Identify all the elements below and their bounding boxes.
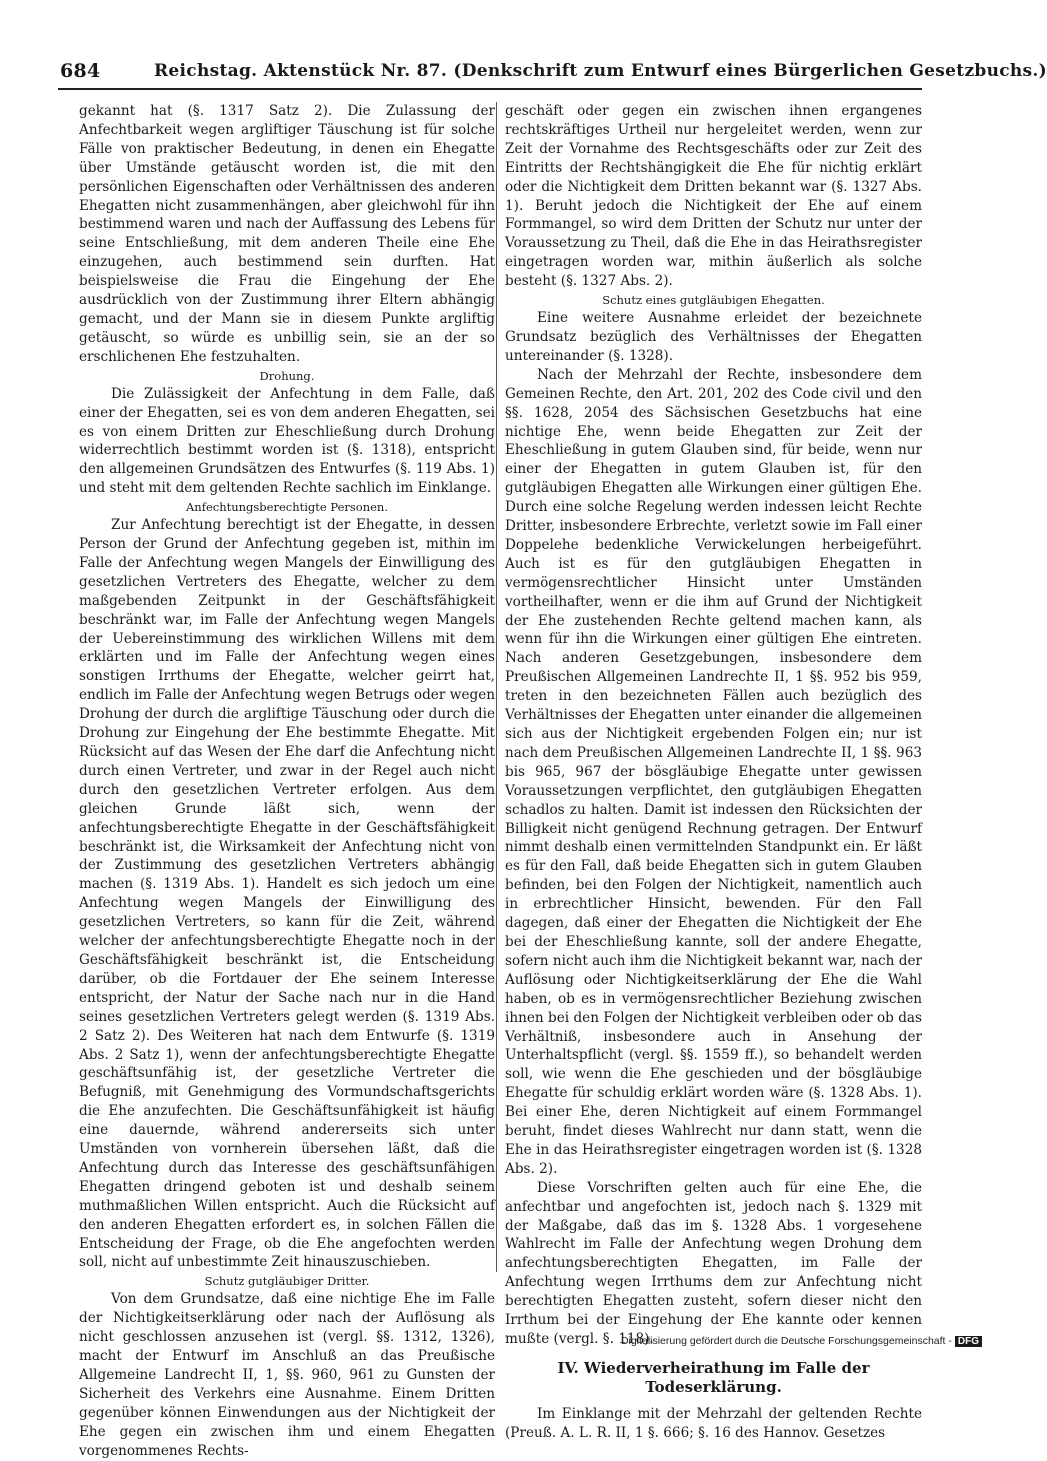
paragraph: Eine weitere Ausnahme erleidet der bezeichnete Grundsatz bezüglich des Verhältnisses der Ehegatten untereinander (§. 1328).: [505, 310, 922, 364]
paragraph: Die Zulässigkeit der Anfechtung in dem Falle, daß einer der Ehegatten, sei es von dem anderen Ehegatten, sei es von einem Dritten zur Eheschließung durch Drohung widerrechtlich bestimmt worden ist (§. 1318), entspricht den allgemeinen Grundsätzen des Entwurfes (§. 119 Abs. 1) und steht mit dem geltenden Rechte sachlich im Einklange.: [79, 385, 495, 497]
paragraph: geschäft oder gegen ein zwischen ihnen ergangenes rechtskräftiges Urtheil nur hergeleitet werden, wenn zur Zeit der Vornahme des Rechtsgeschäfts oder zur Zeit des Eintritts der Rechtshängigkeit die Ehe für nichtig erklärt oder die Nichtigkeit dem Dritten bekannt war (§. 1327 Abs. 1). Beruht jedoch die Nichtigkeit der Ehe auf einem Formmangel, so wird dem Dritten der Schutz nur unter der Voraussetzung zu Theil, daß die Ehe in das Heirathsregister eingetragen worden war, mithin äußerlich als solche besteht (§. 1327 Abs. 2).: [505, 103, 922, 290]
paragraph: Von dem Grundsatze, daß eine nichtige Ehe im Falle der Nichtigkeitserklärung oder nach der Auflösung als nicht geschlossen anzusehen ist (vergl. §§. 1312, 1326), macht der Entwurf im Anschluß an das Preußische Allgemeine Landrecht II, 1, §§. 960, 961 zu Gunsten der Sicherheit des Verkehrs eine Ausnahme. Einem Dritten gegenüber können Einwendungen aus der Nichtigkeit der Ehe gegen ein zwischen ihm und einem Ehegatten vorgenommenes Rechts-: [79, 1291, 495, 1459]
page-number: 684: [60, 60, 101, 82]
side-heading-drohung: Drohung.: [259, 368, 315, 383]
left-column: [79, 102, 495, 1459]
paragraph: Diese Vorschriften gelten auch für eine Ehe, die anfechtbar und angefochten ist, jedoch nach §. 1329 mit der Maßgabe, daß das im §. 1328 Abs. 1 vorgesehene Wahlrecht im Falle der Anfechtung wegen Drohung dem anfechtungsberechtigten Ehegatten, im Falle der Anfechtung wegen Irrthums dem zur Anfechtung nicht berechtigten Ehegatten zusteht, sofern dieser nicht den Irrthum bei der Eingehung der Ehe kannte oder kennen mußte (vergl. §. 118).: [505, 1179, 922, 1347]
side-heading-schutz-dritter: Schutz gutgläubiger Dritter.: [204, 1274, 370, 1289]
section-heading: IV. Wiederverheirathung im Falle der Todeserklärung.: [557, 1358, 870, 1396]
side-heading-anfechtungsberechtigte: Anfechtungsberechtigte Personen.: [185, 500, 388, 515]
footer-credit: [621, 1335, 982, 1347]
side-heading-schutz-ehegatten: Schutz eines gutgläubigen Ehegatten.: [602, 293, 825, 308]
footer-text: Digitalisierung gefördert durch die Deutsche Forschungsgemeinschaft -: [620, 1335, 952, 1347]
header-title: Reichstag. Aktenstück Nr. 87. (Denkschrift zum Entwurf eines Bürgerlichen Gesetzbuchs.): [154, 61, 1047, 81]
paragraph: gekannt hat (§. 1317 Satz 2). Die Zulassung der Anfechtbarkeit wegen argliftiger Täuschung ist für solche Fälle von praktischer Bedeutung, in denen ein Ehegatte über Umstände getäuscht worden ist, die mit den persönlichen Eigenschaften oder Verhältnissen des anderen Ehegatten nicht zusammenhängen, aber gleichwohl für ihn bestimmend waren und nach der Auffassung des Lebens für seine Entschließung, mit dem anderen Theile eine Ehe einzugehen, auch bestimmend sein durften. Hat beispielsweise die Frau die Eingehung der Ehe ausdrücklich von der Zustimmung ihrer Eltern abhängig gemacht, und der Mann sie in diesem Punkte argliftig getäuscht, so würde es unbillig sein, sie an der so erschlichenen Ehe festzuhalten.: [79, 103, 495, 365]
paragraph: Nach der Mehrzahl der Rechte, insbesondere dem Gemeinen Rechte, den Art. 201, 202 des Code civil und den §§. 1628, 2054 des Sächsischen Gesetzbuchs hat eine nichtige Ehe, wenn beide Ehegatten zur Zeit der Eheschließung in gutem Glauben sind, für beide, wenn nur einer der Ehegatten in gutem Glauben ist, für den gutgläubigen Ehegatten alle Wirkungen einer gültigen Ehe. Durch eine solche Regelung werden indessen leicht Rechte Dritter, insbesondere Erbrechte, verletzt sowie im Fall einer Doppelehe bedenkliche Verwickelungen herbeigeführt. Auch ist es für den gutgläubigen Ehegatten in vermögensrechtlicher Hinsicht unter Umständen vortheilhafter, wenn er die ihm auf Grund der Nichtigkeit der Ehe zustehenden Rechte geltend machen kann, als wenn für ihn die Wirkungen einer gültigen Ehe eintreten. Nach anderen Gesetzgebungen, insbesondere dem Preußischen Allgemeinen Landrechte II, 1 §§. 952 bis 959, treten in den bezeichneten Fällen auch bezüglich des Verhältnisses der Ehegatten unter einander die allgemeinen sich aus der Nichtigkeit ergebenden Folgen ein; nur ist nach dem Preußischen Allgemeinen Landrechte II, 1 §§. 963 bis 965, 967 der bösgläubige Ehegatte unter gewissen Voraussetzungen verpflichtet, den gutgläubigen Ehegatten schadlos zu halten. Damit ist indessen den Rücksichten der Billigkeit nicht genügend Rechnung getragen. Der Entwurf nimmt deshalb einen vermittelnden Standpunkt ein. Er läßt es für den Fall, daß beide Ehegatten sich in gutem Glauben befinden, bei den Folgen der Nichtigkeit, namentlich auch in erbrechtlicher Hinsicht, bewenden. Für den Fall dagegen, daß einer der Ehegatten die Nichtigkeit der Ehe bei der Eheschließung kannte, soll der andere Ehegatte, sofern nicht auch ihm die Nichtigkeit bekannt war, nach der Auflösung oder Nichtigkeitserklärung der Ehe die Wahl haben, ob es in vermögensrechtlicher Beziehung zwischen ihnen bei den Folgen der Nichtigkeit verbleiben oder ob das Verhältniß, insbesondere auch in Ansehung der Unterhaltspflicht (vergl. §§. 1559 ff.), so behandelt werden soll, wie wenn die Ehe geschieden und der bösgläubige Ehegatte für schuldig erklärt worden wäre (§. 1328 Abs. 1). Bei einer Ehe, deren Nichtigkeit auf einem Formmangel beruht, findet dieses Wahlrecht nur dann statt, wenn die Ehe in das Heirathsregister eingetragen worden ist (§. 1328 Abs. 2).: [505, 366, 922, 1177]
column-divider: [496, 102, 497, 1272]
paragraph: Im Einklange mit der Mehrzahl der geltenden Rechte (Preuß. A. L. R. II, 1 §. 666; §. 16 des Hannov. Gesetzes: [505, 1405, 922, 1441]
running-header: [58, 60, 1047, 88]
paragraph: Zur Anfechtung berechtigt ist der Ehegatte, in dessen Person der Grund der Anfechtung gegeben ist, mithin im Falle der Anfechtung wegen Mangels der Einwilligung des gesetzlichen Vertreters des Ehegatte, welcher zu dem maßgebenden Zeitpunkt in der Geschäftsfähigkeit beschränkt war, im Falle der Anfechtung wegen Mangels der Uebereinstimmung des wirklichen Willens mit dem erklärten und im Falle der Anfechtung wegen eines sonstigen Irrthums der Ehegatte, welcher geirrt hat, endlich im Falle der Anfechtung wegen Betrugs oder wegen Drohung der durch die argliftige Täuschung oder durch die Drohung zur Eingehung der Ehe bestimmte Ehegatte. Mit Rücksicht auf das Wesen der Ehe darf die Anfechtung nicht durch einen Vertreter, und zwar in der Regel auch nicht durch den gesetzlichen Vertreter erfolgen. Aus dem gleichen Grunde läßt sich, wenn der anfechtungsberechtigte Ehegatte in der Geschäftsfähigkeit beschränkt ist, die Wirksamkeit der Anfechtung nicht von der Zustimmung des gesetzlichen Vertreters abhängig machen (§. 1319 Abs. 1). Handelt es sich jedoch um eine Anfechtung wegen Mangels der Einwilligung des gesetzlichen Vertreters, so kann für die Zeit, während welcher der anfechtungsberechtigte Ehegatte noch in der Geschäftsfähigkeit beschränkt ist, die Entscheidung darüber, ob die Fortdauer der Ehe seinem Interesse entspricht, der Natur der Sache nach nur in die Hand seines gesetzlichen Vertreters gelegt werden (§. 1319 Abs. 2 Satz 2). Des Weiteren hat nach dem Entwurfe (§. 1319 Abs. 2 Satz 1), wenn der anfechtungsberechtigte Ehegatte geschäftsunfähig ist, der gesetzliche Vertreter die Befugniß, mit Genehmigung des Vormundschaftsgerichts die Ehe anzufechten. Die Geschäftsunfähigkeit ist häufig eine dauernde, während andererseits sich unter Umständen von vornherein übersehen läßt, daß die Anfechtung durch das Interesse des geschäftsunfähigen Ehegatten dringend geboten ist und deshalb seinem muthmaßlichen Willen entspricht. Auch die Rücksicht auf den anderen Ehegatten erfordert es, in solchen Fällen die Entscheidung der Frage, ob die Ehe angefochten werden soll, nicht auf unbestimmte Zeit hinauszuschieben.: [79, 517, 495, 1271]
dfg-logo: DFG: [955, 1336, 982, 1347]
header-rule: [58, 88, 922, 90]
